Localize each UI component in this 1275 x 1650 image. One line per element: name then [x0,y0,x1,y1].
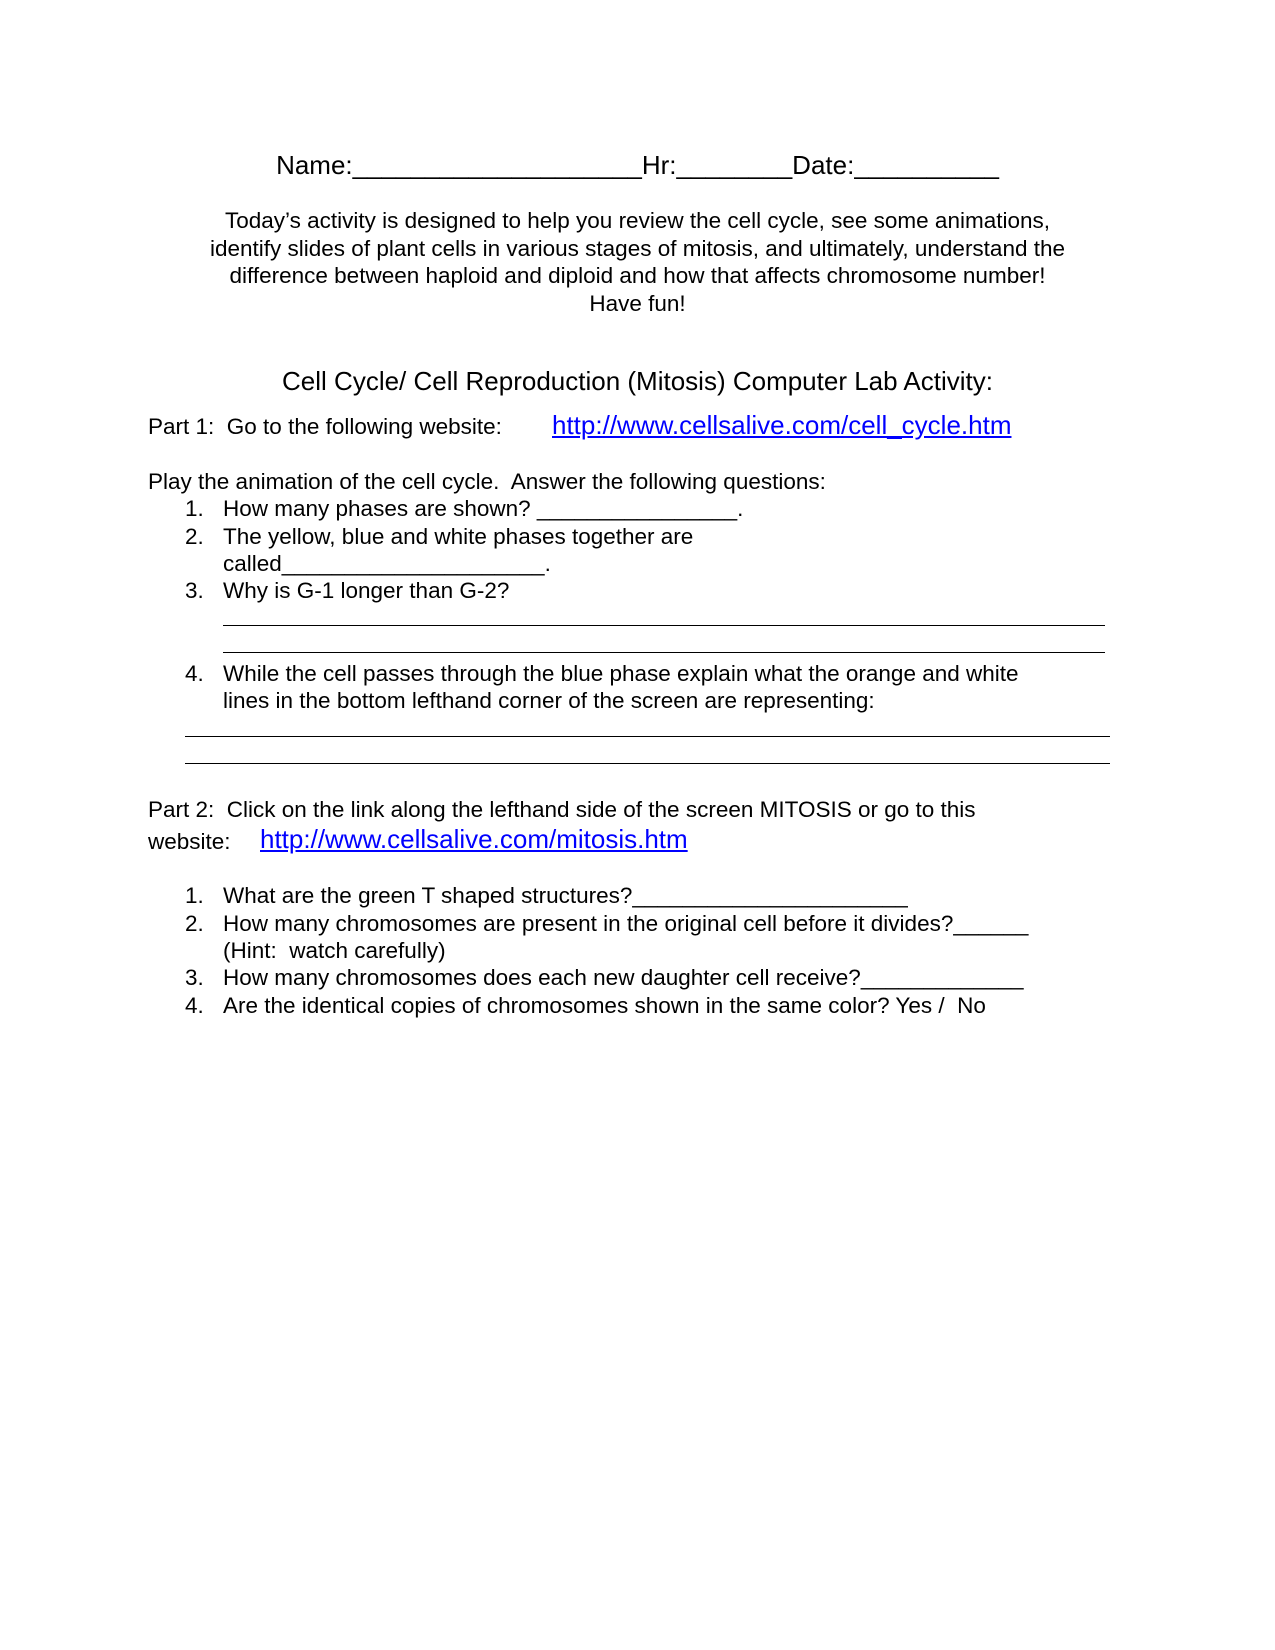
part1-q3-answer-line-2[interactable] [223,652,1105,653]
part1-q1-number: 1. [185,496,204,521]
part2-q1-text: What are the green T shaped structures?______________________ [223,883,908,908]
part1-q2-text-line1: The yellow, blue and white phases together are [223,524,694,549]
lab-title: Cell Cycle/ Cell Reproduction (Mitosis) Computer Lab Activity: [282,366,993,396]
part2-q4-text: Are the identical copies of chromosomes shown in the same color? Yes / No [223,993,986,1018]
part1-link[interactable]: http://www.cellsalive.com/cell_cycle.htm [552,410,1012,440]
part1-q4-text-line2: lines in the bottom lefthand corner of the screen are representing: [223,688,875,713]
part1-instructions: Play the animation of the cell cycle. Answer the following questions: [148,469,826,494]
part2-q2-number: 2. [185,911,204,936]
part1-q2-text-line2: called_____________________. [223,551,551,576]
part2-q3-number: 3. [185,965,204,990]
part1-q3-text: Why is G-1 longer than G-2? [223,578,510,603]
part1-q4-text-line1: While the cell passes through the blue phase explain what the orange and white [223,661,1019,686]
part2-q2-text-line2: (Hint: watch carefully) [223,938,446,963]
part1-q4-answer-line-1[interactable] [185,736,1110,737]
part1-q3-number: 3. [185,578,204,603]
part2-label-line2: website: [148,829,231,854]
part2-link[interactable]: http://www.cellsalive.com/mitosis.htm [260,824,688,854]
intro-line-1: Today’s activity is designed to help you review the cell cycle, see some animations, [225,208,1050,233]
name-hr-date-line: Name:____________________Hr:________Date:__________ [276,150,999,180]
part2-q2-text-line1: How many chromosomes are present in the original cell before it divides?______ [223,911,1029,936]
part1-q4-number: 4. [185,661,204,686]
part2-q3-text: How many chromosomes does each new daughter cell receive?_____________ [223,965,1024,990]
part2-q4-number: 4. [185,993,204,1018]
part1-q4-answer-line-2[interactable] [185,763,1110,764]
intro-line-3: difference between haploid and diploid and how that affects chromosome number! [229,263,1046,288]
part1-q2-number: 2. [185,524,204,549]
part1-label: Part 1: Go to the following website: [148,414,502,439]
part2-q1-number: 1. [185,883,204,908]
part2-label-line1: Part 2: Click on the link along the lefthand side of the screen MITOSIS or go to this [148,797,976,822]
intro-line-2: identify slides of plant cells in various stages of mitosis, and ultimately, understand the [209,236,1066,261]
part1-q3-answer-line-1[interactable] [223,625,1105,626]
intro-line-4: Have fun! [589,291,686,316]
part1-q1-text: How many phases are shown? ________________. [223,496,744,521]
